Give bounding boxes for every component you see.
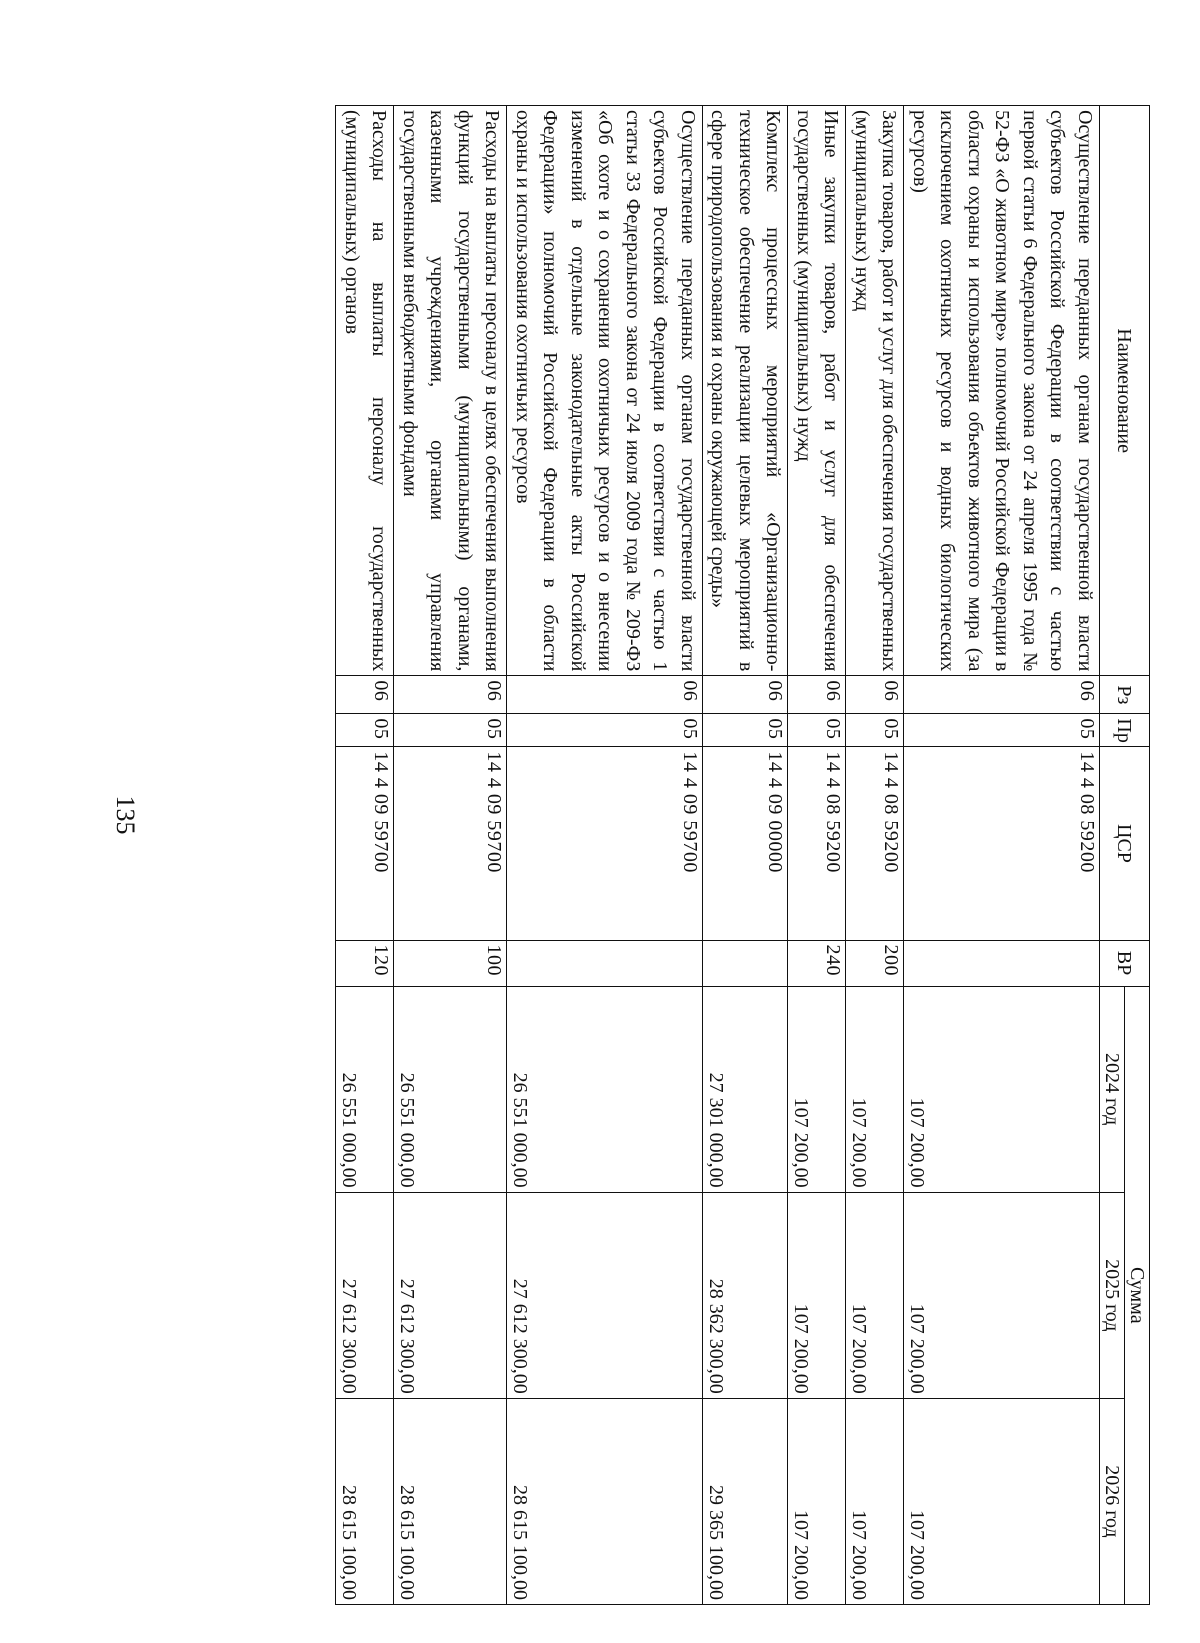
table-row xyxy=(788,106,846,1605)
row-csr: 14 4 08 59200 xyxy=(788,747,846,940)
row-rz: 06 xyxy=(394,676,507,714)
row-csr: 14 4 09 00000 xyxy=(703,747,789,940)
row-2025: 27 612 300,00 xyxy=(394,1192,507,1398)
row-name: Комплекс процессных мероприятий «Организационно-техническое обеспечение реализации целевых мероприятий в сфере природопользования и охраны окружающей среды» xyxy=(703,106,789,676)
row-name: Иные закупки товаров, работ и услуг для обеспечения государственных (муниципальных) нужд xyxy=(788,106,846,676)
row-2025: 107 200,00 xyxy=(846,1192,904,1398)
table-row xyxy=(703,106,789,1605)
header-csr: ЦСР xyxy=(1100,747,1150,940)
row-vr xyxy=(703,940,789,986)
table-header xyxy=(1100,106,1150,1605)
row-2026: 28 615 100,00 xyxy=(336,1398,394,1604)
budget-table xyxy=(336,105,1151,1605)
row-2025: 28 362 300,00 xyxy=(703,1192,789,1398)
row-csr: 14 4 08 59200 xyxy=(846,747,904,940)
header-2024: 2024 год xyxy=(1100,986,1125,1192)
row-name: Осуществление переданных органам государственной власти субъектов Российской Федерации в соответствии с частью первой статьи 6 Федерального закона от 24 апреля 1995 года № 52-ФЗ «О животном мире» полномочий Российской Федерации в области охраны и использования объектов животного мира (за исключением охотничьих ресурсов и водных биологических ресурсов) xyxy=(904,106,1100,676)
row-2025: 27 612 300,00 xyxy=(507,1192,703,1398)
row-vr: 240 xyxy=(788,940,846,986)
row-csr: 14 4 09 59700 xyxy=(394,747,507,940)
row-name: Осуществление переданных органам государственной власти субъектов Российской Федерации в соответствии с частью 1 статьи 33 Федерального закона от 24 июля 2009 года № 209-ФЗ «Об охоте и о сохранении охотничьих ресурсов и о внесении изменений в отдельные законодательные акты Российской Федерации» полномочий Российской Федерации в области охраны и использования охотничьих ресурсов xyxy=(507,106,703,676)
row-2026: 107 200,00 xyxy=(904,1398,1100,1604)
row-2025: 107 200,00 xyxy=(904,1192,1100,1398)
table-row xyxy=(846,106,904,1605)
row-vr: 120 xyxy=(336,940,394,986)
row-pr: 05 xyxy=(904,714,1100,747)
row-vr xyxy=(904,940,1100,986)
row-pr: 05 xyxy=(703,714,789,747)
row-vr xyxy=(507,940,703,986)
row-vr: 100 xyxy=(394,940,507,986)
header-pr: Пр xyxy=(1100,714,1150,747)
row-name: Расходы на выплаты персоналу государственных (муниципальных) органов xyxy=(336,106,394,676)
row-name: Расходы на выплаты персоналу в целях обеспечения выполнения функций государственными (муниципальными) органами, казенными учреждениями, органами управления государственными внебюджетными фондами xyxy=(394,106,507,676)
row-2026: 29 365 100,00 xyxy=(703,1398,789,1604)
header-2026: 2026 год xyxy=(1100,1398,1125,1604)
row-rz: 06 xyxy=(846,676,904,714)
row-rz: 06 xyxy=(788,676,846,714)
row-2024: 27 301 000,00 xyxy=(703,986,789,1192)
table-body xyxy=(336,106,1100,1605)
row-2026: 107 200,00 xyxy=(788,1398,846,1604)
header-sum: Сумма xyxy=(1125,986,1150,1604)
row-rz: 06 xyxy=(703,676,789,714)
header-2025: 2025 год xyxy=(1100,1192,1125,1398)
row-2024: 26 551 000,00 xyxy=(394,986,507,1192)
row-2025: 27 612 300,00 xyxy=(336,1192,394,1398)
row-pr: 05 xyxy=(507,714,703,747)
row-2026: 28 615 100,00 xyxy=(507,1398,703,1604)
row-2024: 26 551 000,00 xyxy=(507,986,703,1192)
row-vr: 200 xyxy=(846,940,904,986)
row-name: Закупка товаров, работ и услуг для обеспечения государственных (муниципальных) нужд xyxy=(846,106,904,676)
row-rz: 06 xyxy=(336,676,394,714)
row-2026: 28 615 100,00 xyxy=(394,1398,507,1604)
header-vr: ВР xyxy=(1100,940,1150,986)
row-2025: 107 200,00 xyxy=(788,1192,846,1398)
table-row xyxy=(507,106,703,1605)
row-csr: 14 4 09 59700 xyxy=(336,747,394,940)
row-csr: 14 4 08 59200 xyxy=(904,747,1100,940)
table-row xyxy=(904,106,1100,1605)
row-rz: 06 xyxy=(904,676,1100,714)
header-rz: Рз xyxy=(1100,676,1150,714)
page-number: 135 xyxy=(111,795,140,835)
row-pr: 05 xyxy=(336,714,394,747)
row-2024: 26 551 000,00 xyxy=(336,986,394,1192)
table-row xyxy=(336,106,394,1605)
header-name: Наименование xyxy=(1100,106,1150,676)
row-pr: 05 xyxy=(788,714,846,747)
row-2024: 107 200,00 xyxy=(904,986,1100,1192)
rotated-table-container xyxy=(200,105,1150,1605)
table-row xyxy=(394,106,507,1605)
row-rz: 06 xyxy=(507,676,703,714)
row-2024: 107 200,00 xyxy=(846,986,904,1192)
row-pr: 05 xyxy=(846,714,904,747)
row-pr: 05 xyxy=(394,714,507,747)
row-csr: 14 4 09 59700 xyxy=(507,747,703,940)
row-2024: 107 200,00 xyxy=(788,986,846,1192)
row-2026: 107 200,00 xyxy=(846,1398,904,1604)
